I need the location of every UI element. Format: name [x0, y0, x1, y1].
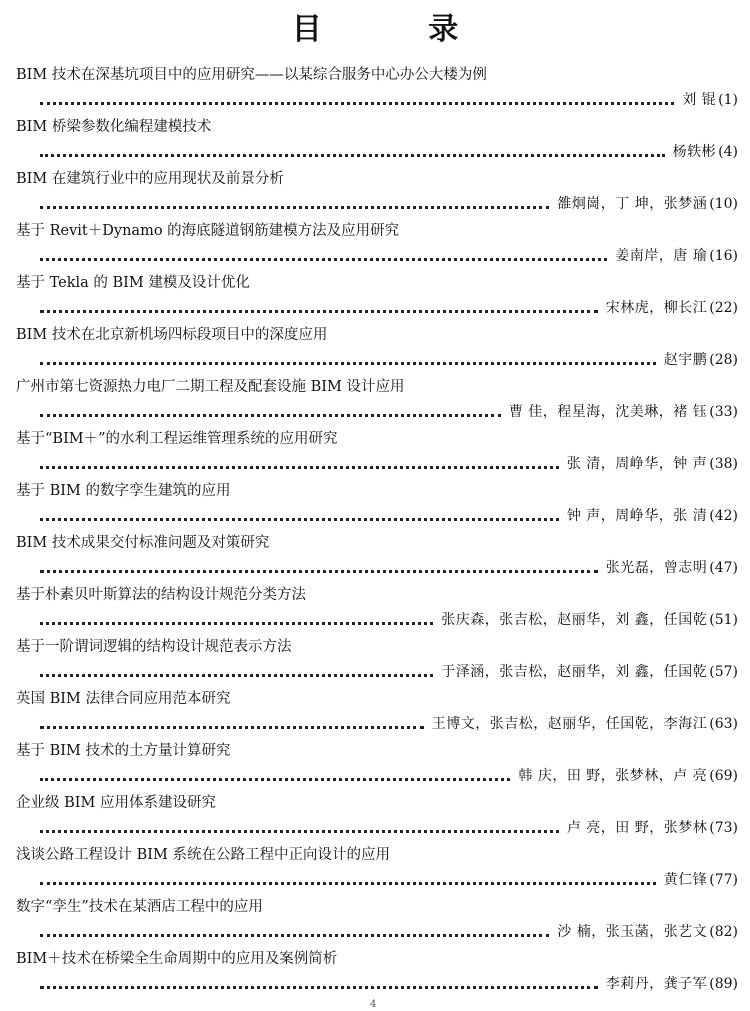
toc-entry-byline	[40, 401, 738, 423]
toc-entry[interactable]	[16, 896, 738, 948]
toc-entry-title: 数字“孪生”技术在某酒店工程中的应用	[16, 899, 263, 915]
toc-entry-page-number: (22)	[709, 300, 738, 316]
toc-entry-byline	[40, 297, 738, 319]
toc-entry-title: 企业级 BIM 应用体系建设研究	[16, 795, 216, 811]
toc-entry-page-number: (42)	[709, 508, 738, 524]
toc-entry-authors: 宋林虎，柳长江	[605, 300, 708, 316]
toc-entry-page-number: (51)	[709, 612, 738, 628]
toc-entry-byline	[40, 505, 738, 527]
toc-entry-byline	[40, 973, 738, 995]
toc-entry-byline	[40, 141, 738, 163]
toc-entry-authors: 钟 声，周峥华，张 清	[566, 508, 708, 524]
toc-entry[interactable]	[16, 636, 738, 688]
toc-entry-authors: 曹 佳，程星海，沈美琳，褚 钰	[508, 404, 708, 420]
page-footer-mark: 4	[370, 999, 377, 1010]
toc-entry[interactable]	[16, 324, 738, 376]
toc-entry-page-number: (63)	[709, 716, 738, 732]
toc-entry-authors: 黄仁锋	[663, 872, 708, 888]
toc-entry-byline	[40, 557, 738, 579]
toc-entry[interactable]	[16, 844, 738, 896]
toc-entry-title: 基于 Revit＋Dynamo 的海底隧道钢筋建模方法及应用研究	[16, 223, 400, 239]
toc-entry-title: 基于“BIM＋”的水利工程运维管理系统的应用研究	[16, 431, 338, 447]
toc-entry-title: BIM 技术在深基坑项目中的应用研究——以某综合服务中心办公大楼为例	[16, 67, 487, 83]
toc-entry-authors: 杨轶彬	[672, 144, 717, 160]
dot-leader	[40, 778, 510, 781]
toc-entry-byline	[40, 193, 738, 215]
toc-entry-authors: 李莉丹，龚子军	[605, 976, 708, 992]
dot-leader	[40, 518, 559, 521]
toc-entry[interactable]	[16, 948, 738, 1000]
toc-entry-title: BIM＋技术在桥梁全生命周期中的应用及案例简析	[16, 951, 338, 967]
dot-leader	[40, 206, 549, 209]
toc-entry-authors: 卢 亮，田 野，张梦林	[566, 820, 708, 836]
toc-entry[interactable]	[16, 272, 738, 324]
dot-leader	[40, 570, 598, 573]
toc-entry-page-number: (28)	[709, 352, 738, 368]
toc-entry-byline	[40, 661, 738, 683]
toc-entry-page-number: (69)	[709, 768, 738, 784]
toc-entry-authors: 韩 庆，田 野，张梦林，卢 亮	[518, 768, 708, 784]
toc-entry-title: 基于 BIM 的数字孪生建筑的应用	[16, 483, 231, 499]
toc-entry-page-number: (1)	[718, 92, 738, 108]
toc-entry-title: BIM 在建筑行业中的应用现状及前景分析	[16, 171, 284, 187]
toc-entry-byline	[40, 817, 738, 839]
toc-entry-page-number: (57)	[709, 664, 738, 680]
dot-leader	[40, 362, 656, 365]
toc-entry[interactable]	[16, 480, 738, 532]
toc-entry-title: 浅谈公路工程设计 BIM 系统在公路工程中正向设计的应用	[16, 847, 390, 863]
toc-entry-page-number: (10)	[709, 196, 738, 212]
toc-entry-byline	[40, 453, 738, 475]
toc-entry-page-number: (4)	[718, 144, 738, 160]
toc-entry[interactable]	[16, 792, 738, 844]
toc-entry-page-number: (16)	[709, 248, 738, 264]
dot-leader	[40, 726, 424, 729]
toc-entry[interactable]	[16, 688, 738, 740]
toc-entry-title: 基于 Tekla 的 BIM 建模及设计优化	[16, 275, 250, 291]
toc-entry-byline	[40, 349, 738, 371]
dot-leader	[40, 830, 559, 833]
dot-leader	[40, 310, 598, 313]
table-of-contents	[16, 64, 738, 1000]
toc-entry-authors: 沙 楠，张玉菡，张艺文	[557, 924, 708, 940]
toc-entry-authors: 赵宇鹏	[663, 352, 708, 368]
dot-leader	[40, 986, 598, 989]
toc-entry-byline	[40, 609, 738, 631]
toc-entry-title: 广州市第七资源热力电厂二期工程及配套设施 BIM 设计应用	[16, 379, 405, 395]
toc-entry-authors: 姜南岸，唐 瑜	[615, 248, 708, 264]
toc-entry-byline	[40, 765, 738, 787]
toc-entry-title: 基于一阶谓词逻辑的结构设计规范表示方法	[16, 639, 292, 655]
page-title: 目 录	[291, 12, 507, 47]
toc-entry-page-number: (82)	[709, 924, 738, 940]
toc-entry-title: 基于朴素贝叶斯算法的结构设计规范分类方法	[16, 587, 306, 603]
toc-entry-authors: 雒炯崗，丁 坤，张梦涵	[557, 196, 708, 212]
toc-entry[interactable]	[16, 168, 738, 220]
toc-entry-title: 英国 BIM 法律合同应用范本研究	[16, 691, 231, 707]
toc-entry-page-number: (33)	[709, 404, 738, 420]
toc-entry[interactable]	[16, 220, 738, 272]
toc-entry-page-number: (47)	[709, 560, 738, 576]
dot-leader	[40, 882, 656, 885]
dot-leader	[40, 674, 433, 677]
toc-entry-title: BIM 技术成果交付标准问题及对策研究	[16, 535, 270, 551]
toc-entry-authors: 刘 锟	[682, 92, 717, 108]
toc-entry[interactable]	[16, 64, 738, 116]
dot-leader	[40, 466, 559, 469]
toc-entry[interactable]	[16, 116, 738, 168]
dot-leader	[40, 154, 665, 157]
dot-leader	[40, 934, 549, 937]
toc-entry-byline	[40, 869, 738, 891]
toc-entry-authors: 张庆森，张吉松，赵丽华，刘 鑫，任国乾	[441, 612, 708, 628]
toc-entry[interactable]	[16, 428, 738, 480]
dot-leader	[40, 102, 674, 105]
toc-entry[interactable]	[16, 740, 738, 792]
toc-entry[interactable]	[16, 584, 738, 636]
toc-entry-byline	[40, 89, 738, 111]
toc-entry-page-number: (38)	[709, 456, 738, 472]
toc-entry-page-number: (89)	[709, 976, 738, 992]
toc-entry-title: 基于 BIM 技术的土方量计算研究	[16, 743, 231, 759]
toc-entry[interactable]	[16, 532, 738, 584]
toc-entry-page-number: (77)	[709, 872, 738, 888]
dot-leader	[40, 414, 501, 417]
dot-leader	[40, 622, 433, 625]
toc-entry[interactable]	[16, 376, 738, 428]
toc-entry-title: BIM 技术在北京新机场四标段项目中的深度应用	[16, 327, 328, 343]
toc-entry-byline	[40, 921, 738, 943]
toc-entry-authors: 王博文，张吉松，赵丽华，任国乾，李海江	[431, 716, 708, 732]
toc-entry-authors: 张 清，周峥华，钟 声	[566, 456, 708, 472]
dot-leader	[40, 258, 607, 261]
toc-entry-authors: 张光磊，曾志明	[605, 560, 708, 576]
toc-entry-authors: 于泽涵，张吉松，赵丽华，刘 鑫，任国乾	[441, 664, 708, 680]
toc-entry-byline	[40, 713, 738, 735]
toc-entry-title: BIM 桥梁参数化编程建模技术	[16, 119, 212, 135]
toc-entry-page-number: (73)	[709, 820, 738, 836]
toc-entry-byline	[40, 245, 738, 267]
